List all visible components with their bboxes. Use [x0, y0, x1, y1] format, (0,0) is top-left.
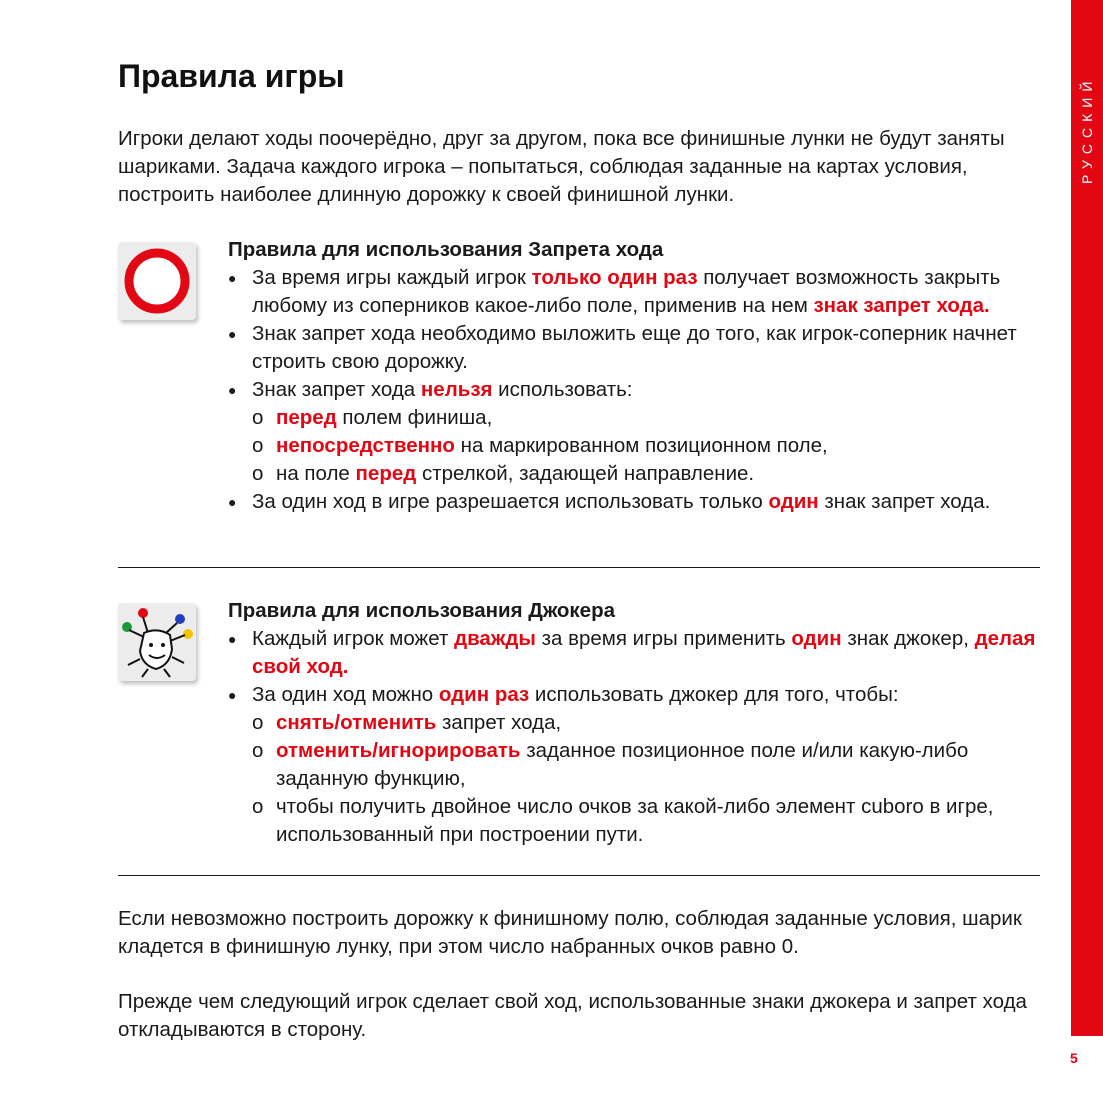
sub-list-item: o на поле перед стрелкой, задающей направление. — [228, 460, 1048, 488]
no-entry-sign-icon — [118, 242, 196, 320]
list-item: ● Знак запрет хода необходимо выложить еще до того, как игрок-соперник начнет строить свою дорожку. — [228, 320, 1048, 376]
sub-list-item: o снять/отменить запрет хода, — [228, 709, 1048, 737]
intro-paragraph: Игроки делают ходы поочерёдно, друг за другом, пока все финишные лунки не будут заняты шариками. Задача каждого игрока – попытаться, соблюдая заданные на картах условия, построить наиболее длинную дорожку к своей финишной лунки. — [118, 127, 1005, 206]
closing-paragraph: Если невозможно построить дорожку к финишному полю, соблюдая заданные условия, шарик кладется в финишную лунку, при этом число набранных очков равно 0. — [118, 907, 1022, 958]
list-item: ● За время игры каждый игрок только один раз получает возможность закрыть любому из соперников какое-либо поле, применив на нем знак запрет хода. — [228, 264, 1048, 320]
joker-rules-list — [228, 625, 1048, 849]
joker-icon — [118, 603, 196, 681]
section-divider — [118, 567, 1040, 568]
closing-paragraph: Прежде чем следующий игрок сделает свой ход, использованные знаки джокера и запрет хода откладываются в сторону. — [118, 990, 1027, 1041]
list-item: ● Каждый игрок может дважды за время игры применить один знак джокер, делая свой ход. — [228, 625, 1048, 681]
joker-rules-title: Правила для использования Джокера — [228, 599, 616, 622]
language-label: РУССКИЙ — [1079, 75, 1095, 185]
section-divider — [118, 875, 1040, 876]
sub-list-item: o непосредственно на маркированном позиционном поле, — [228, 432, 1048, 460]
list-item: ● Знак запрет хода нельзя использовать: — [228, 376, 1048, 404]
list-item: ● За один ход можно один раз использовать джокер для того, чтобы: — [228, 681, 1048, 709]
sub-list-item: o отменить/игнорировать заданное позиционное поле и/или какую-либо заданную функцию, — [228, 737, 1048, 793]
sub-list-item: o перед полем финиша, — [228, 404, 1048, 432]
page-number: 5 — [1070, 1050, 1078, 1066]
no-entry-rules-title: Правила для использования Запрета хода — [228, 238, 664, 261]
no-entry-rules-list — [228, 264, 1048, 516]
list-item: ● За один ход в игре разрешается использовать только один знак запрет хода. — [228, 488, 1048, 516]
page-title: Правила игры — [118, 58, 345, 94]
sub-list-item: o чтобы получить двойное число очков за какой-либо элемент cuboro в игре, использованный при построении пути. — [228, 793, 1048, 849]
